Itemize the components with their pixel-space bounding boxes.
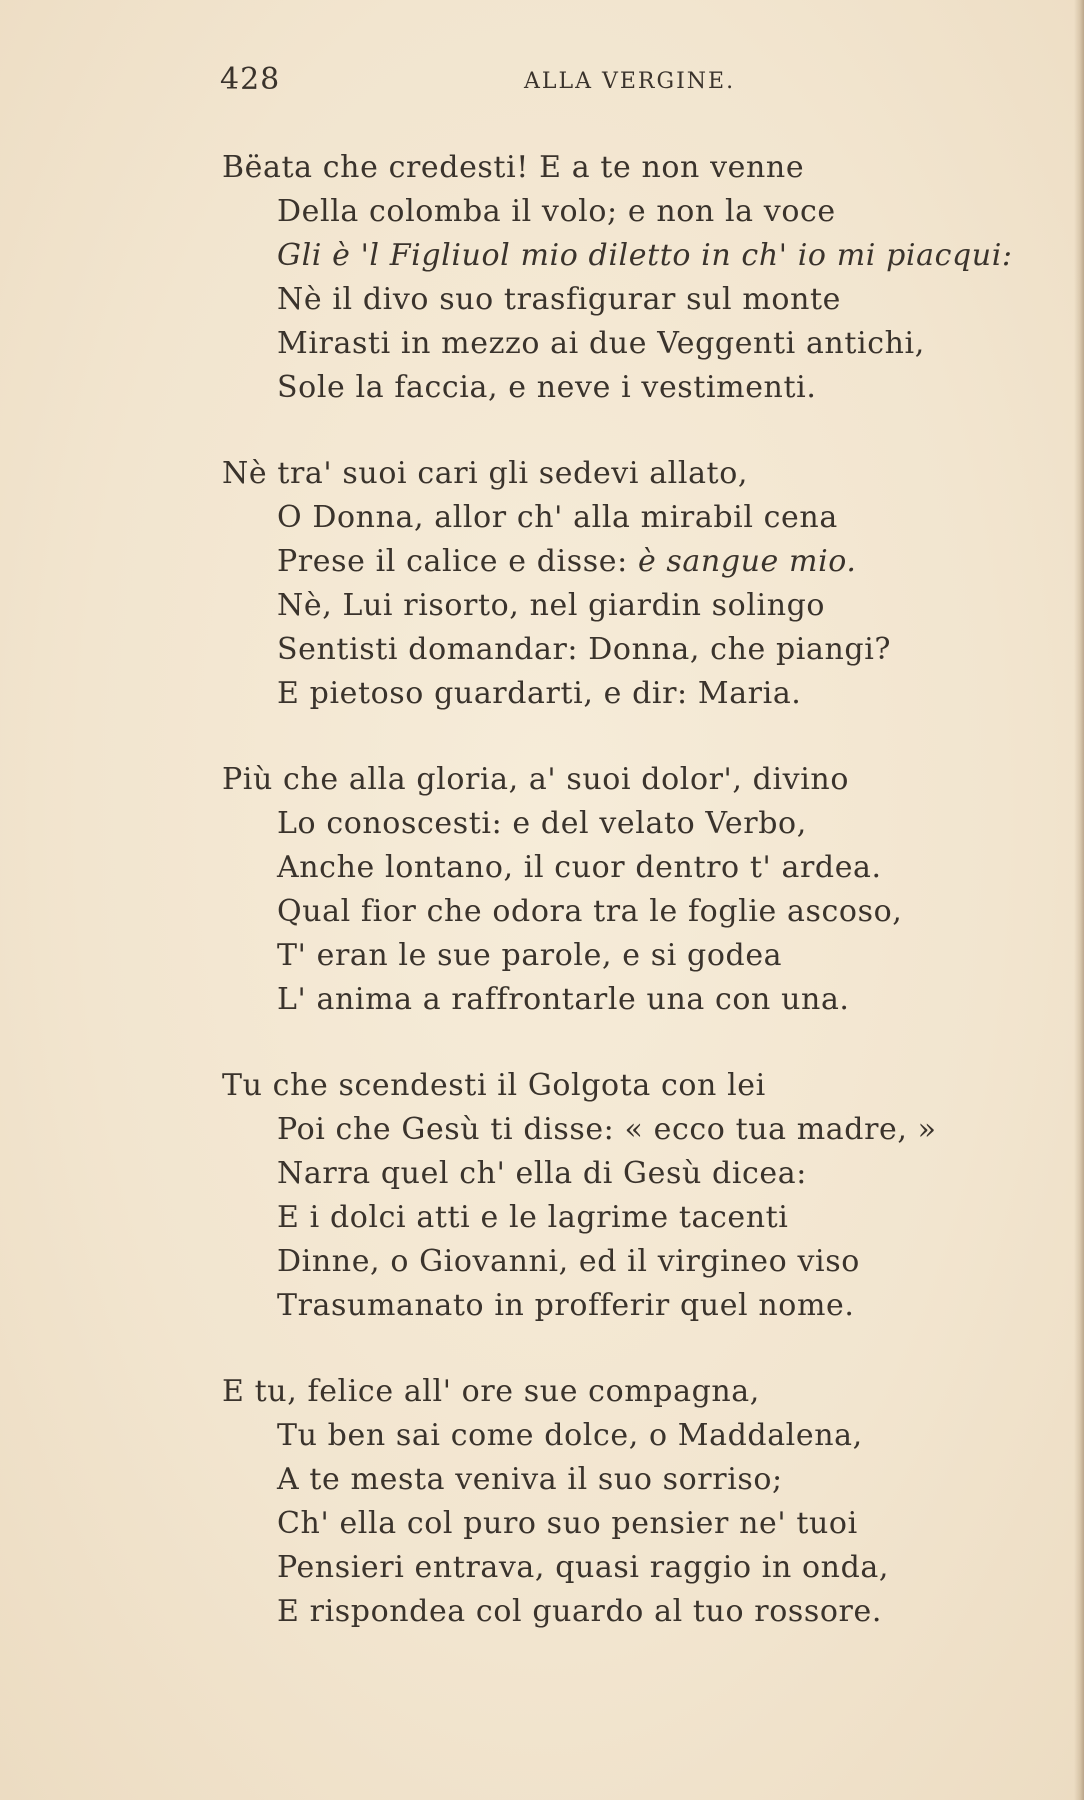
stanza-3 (222, 758, 1042, 1022)
stanza-1 (222, 146, 1042, 410)
verse-line: Qual fior che odora tra le foglie ascoso, (277, 894, 903, 929)
page-header (220, 62, 740, 102)
verse-line: L' anima a raffrontarle una con una. (277, 982, 850, 1017)
stanza-5 (222, 1370, 1042, 1634)
verse-line: Sole la faccia, e neve i vestimenti. (277, 370, 817, 405)
verse-line: Ch' ella col puro suo pensier ne' tuoi (277, 1506, 858, 1541)
verse-line: Poi che Gesù ti disse: « ecco tua madre, » (277, 1112, 937, 1147)
verse-line: T' eran le sue parole, e si godea (277, 938, 783, 973)
verse-line: Nè, Lui risorto, nel giardin solingo (277, 588, 826, 623)
verse-line: E tu, felice all' ore sue compagna, (222, 1374, 760, 1409)
verse-line: Tu che scendesti il Golgota con lei (222, 1068, 766, 1103)
stanza-4 (222, 1064, 1042, 1328)
verse-line: Nè il divo suo trasfigurar sul monte (277, 282, 842, 317)
verse-line: E rispondea col guardo al tuo rossore. (277, 1594, 882, 1629)
page-edge-shadow (1074, 0, 1084, 1800)
verse-line: Bëata che credesti! E a te non venne (222, 150, 805, 185)
stanza-2 (222, 452, 1042, 716)
verse-line-mixed (222, 540, 1042, 584)
verse-line: Pensieri entrava, quasi raggio in onda, (277, 1550, 890, 1585)
page-number: 428 (220, 62, 281, 97)
verse-line: Anche lontano, il cuor dentro t' ardea. (277, 850, 882, 885)
running-title: ALLA VERGINE. (524, 69, 736, 94)
verse-line: O Donna, allor ch' alla mirabil cena (277, 500, 838, 535)
verse-line: Mirasti in mezzo ai due Veggenti antichi, (277, 326, 925, 361)
italic-quote: è sangue mio. (637, 544, 857, 579)
verse-line: Trasumanato in profferir quel nome. (277, 1288, 855, 1323)
verse-line: Narra quel ch' ella di Gesù dicea: (277, 1156, 807, 1191)
verse-line: Dinne, o Giovanni, ed il virgineo viso (277, 1244, 860, 1279)
italic-quote: Gli è 'l Figliuol mio diletto in ch' io mi piacqui: (277, 238, 1013, 273)
verse-line: Lo conoscesti: e del velato Verbo, (277, 806, 807, 841)
verse-line: Tu ben sai come dolce, o Maddalena, (277, 1418, 863, 1453)
verse-line: Nè tra' suoi cari gli sedevi allato, (222, 456, 749, 491)
poem-text (222, 146, 1042, 1676)
verse-line: Sentisti domandar: Donna, che piangi? (277, 632, 892, 667)
verse-line: E i dolci atti e le lagrime tacenti (277, 1200, 789, 1235)
verse-line: A te mesta veniva il suo sorriso; (277, 1462, 783, 1497)
verse-line: Della colomba il volo; e non la voce (277, 194, 836, 229)
verse-line: E pietoso guardarti, e dir: Maria. (277, 676, 802, 711)
verse-line-italic (222, 234, 1042, 278)
verse-line: Più che alla gloria, a' suoi dolor', divino (222, 762, 849, 797)
verse-line-start: Prese il calice e disse: (277, 544, 638, 579)
